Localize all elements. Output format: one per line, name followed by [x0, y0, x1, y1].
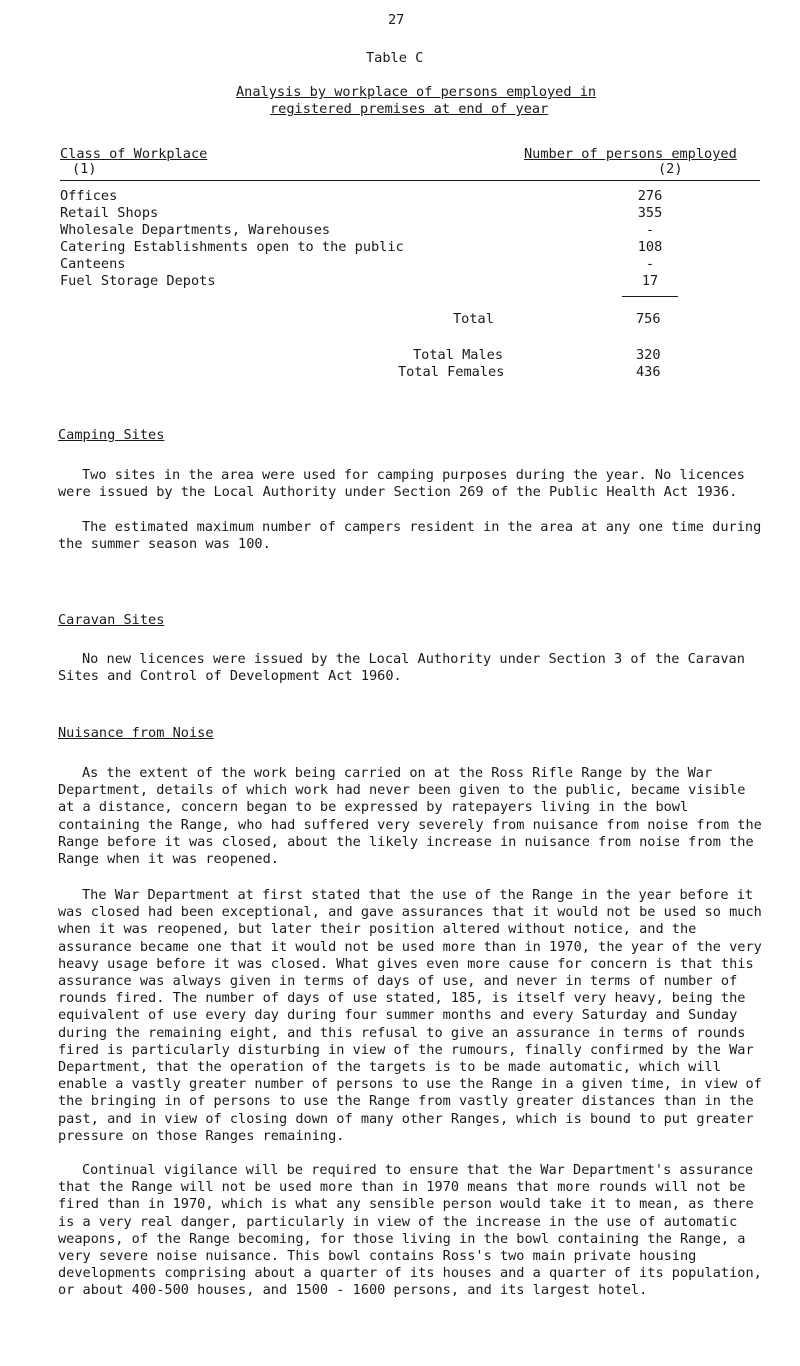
table-title-line2: registered premises at end of year	[270, 101, 549, 117]
col2-number: (2)	[658, 161, 683, 177]
noise-paragraph-2: The War Department at first stated that the use of the Range in the year before it was closed had been exceptional, and gave assurances that it would not be used so much when it was reopened, but later their position altered without notice, and the assurance became one that it would not be used more than in 1970, the year of the very heavy usage before it was closed. What gives even more cause for concern is that this assurance was always given in terms of days of use, and never in terms of number of rounds fired. The number of days of use stated, 185, is itself very heavy, being the equivalent of use every day during four summer months and every Saturday and Sunday during the remaining eight, and this refusal to give an assurance in terms of rounds fired is particularly disturbing in view of the rumours, finally confirmed by the War Department, that the operation of the targets is to be made automatic, which will enable a vastly greater number of persons to use the Range in a given time, in view of the bringing in of persons to use the Range from vastly greater distances than in the past, and in view of closing down of many other Ranges, which is bound to put greater pressure on those Ranges remaining.	[58, 887, 762, 1144]
row-label: Catering Establishments open to the public	[60, 239, 404, 255]
caravan-paragraph-1: No new licences were issued by the Local Authority under Section 3 of the Caravan Sites and Control of Development Act 1960.	[58, 651, 745, 685]
row-value: 17	[641, 273, 659, 289]
row-label: Offices	[60, 188, 118, 204]
col2-header: Number of persons employed	[524, 146, 737, 162]
total-females-label: Total Females	[398, 364, 505, 380]
table-row	[60, 188, 750, 205]
camping-paragraph-1: Two sites in the area were used for camping purposes during the year. No licences were issued by the Local Authority under Section 269 of the Public Health Act 1936.	[58, 467, 745, 501]
row-value: -	[645, 222, 655, 238]
table-row	[60, 205, 750, 222]
table-title-line1: Analysis by workplace of persons employed in	[236, 84, 597, 100]
total-label: Total	[453, 311, 494, 327]
row-value: 108	[637, 239, 663, 255]
total-males-label: Total Males	[413, 347, 504, 363]
total-rule	[622, 296, 678, 297]
noise-paragraph-1: As the extent of the work being carried on at the Ross Rifle Range by the War Department, details of which work had never been given to the public, became visible at a distance, concern began to be expressed by ratepayers living in the bowl containing the Range, who had suffered very severely from nuisance from noise from the Range before it was closed, about the likely increase in nuisance from noise from the Range when it was reopened.	[58, 765, 762, 868]
table-row	[60, 222, 750, 239]
row-label: Wholesale Departments, Warehouses	[60, 222, 331, 238]
caravan-heading: Caravan Sites	[58, 612, 165, 628]
table-row	[60, 239, 750, 256]
noise-heading: Nuisance from Noise	[58, 725, 214, 741]
table-label: Table C	[366, 50, 424, 66]
total-males-value: 320	[636, 347, 661, 363]
col1-header: Class of Workplace	[60, 146, 208, 162]
col1-number: (1)	[72, 161, 97, 177]
table-row	[60, 273, 750, 290]
row-value: 276	[637, 188, 663, 204]
table-row	[60, 256, 750, 273]
row-label: Fuel Storage Depots	[60, 273, 216, 289]
total-females-value: 436	[636, 364, 661, 380]
header-rule	[60, 180, 760, 181]
noise-paragraph-3: Continual vigilance will be required to ensure that the War Department's assurance that the Range will not be used more than in 1970 means that more rounds will not be fired than in 1970, which is what any sensible person would take it to mean, as there is a very real danger, particularly in view of the increase in the use of automatic weapons, of the Range becoming, for those living in the bowl containing the Range, a very severe noise nuisance. This bowl contains Ross's two main private housing developments comprising about a quarter of its houses and a quarter of its population, or about 400-500 houses, and 1500 - 1600 persons, and its largest hotel.	[58, 1162, 762, 1299]
camping-paragraph-2: The estimated maximum number of campers resident in the area at any one time during the summer season was 100.	[58, 519, 762, 553]
row-value: -	[645, 256, 655, 272]
camping-heading: Camping Sites	[58, 427, 165, 443]
row-label: Canteens	[60, 256, 126, 272]
page-number: 27	[388, 12, 405, 28]
total-value: 756	[636, 311, 661, 327]
row-label: Retail Shops	[60, 205, 159, 221]
row-value: 355	[637, 205, 663, 221]
